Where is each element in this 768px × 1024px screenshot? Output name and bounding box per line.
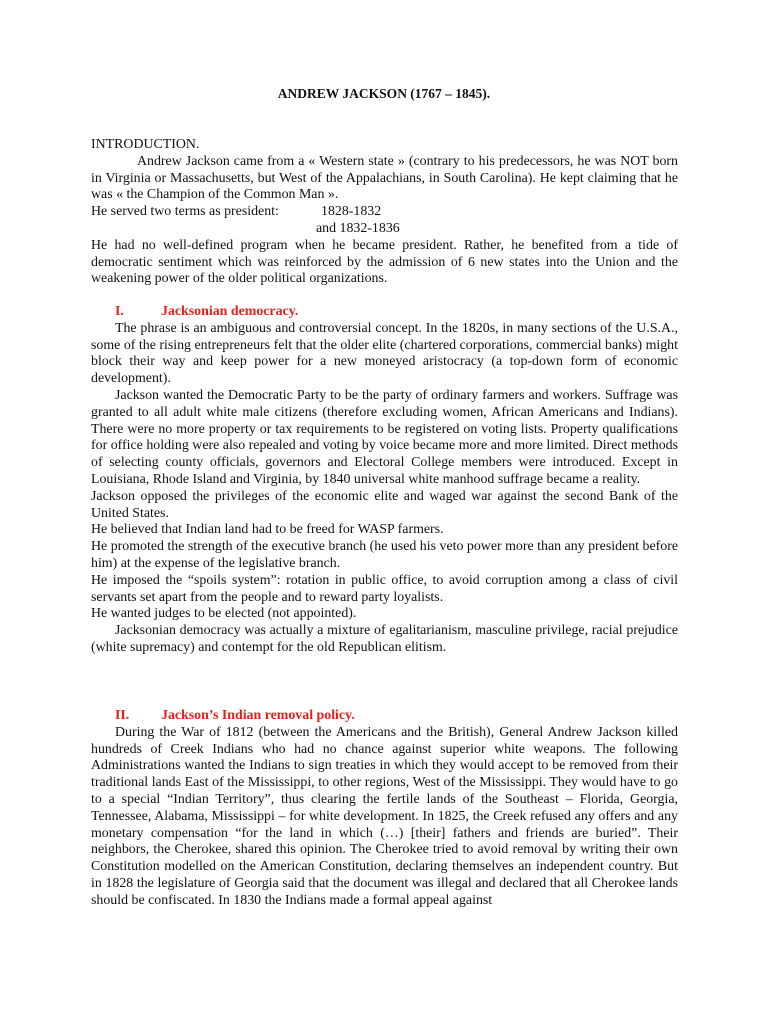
term-1: 1828-1832 [321, 204, 382, 220]
section-1-paragraph: Jackson wanted the Democratic Party to be the party of ordinary farmers and workers. Suffrage was granted to all adult white male citizens (therefore excluding women, African Americans and Indians). There were no more property or tax requirements to be registered on voting lists. Property qualifications for office holding were also repealed and voting by voice became more and more limited. Direct methods of selecting county officials, governors and Electoral College members were introduced. Except in Louisiana, Rhode Island and Virginia, by 1840 universal white manhood suffrage became a reality. [91, 387, 678, 487]
section-2 [91, 708, 678, 910]
section-1 [91, 304, 678, 657]
section-1-paragraph: The phrase is an ambiguous and controversial concept. In the 1820s, in many sections of the U.S.A., some of the rising entrepreneurs felt that the older elite (chartered corporations, commercial banks) might block their way and keep power for a new moneyed aristocracy (a top-down form of economic development). [91, 320, 678, 387]
presidential-terms-line [91, 204, 678, 221]
section-1-heading [91, 304, 678, 321]
section-1-paragraph: He imposed the “spoils system”: rotation in public office, to avoid corruption among a class of civil servants set apart from the people and to reward party loyalists. [91, 572, 678, 605]
section-1-number: I. [115, 304, 124, 319]
section-2-paragraph-1: During the War of 1812 (between the Americans and the British), General Andrew Jackson killed hundreds of Creek Indians who had no chance against superior white weapons. The following Administrations wanted the Indians to sign treaties in which they would accept to be removed from their traditional lands East of the Mississippi, to other regions, West of the Mississippi. They would have to go to a special “Indian Territory”, thus clearing the fertile lands of the Southeast – Florida, Georgia, Tennessee, Alabama, Mississippi – for white development. In 1825, the Creek refused any offers and any monetary compensation “for the land in which (…) [their] fathers and friends are buried”. Their neighbors, the Cherokee, shared this opinion. The Cherokee tried to avoid removal by writing their own Constitution modelled on the American Constitution, declaring themselves an independent country. But in 1828 the legislature of Georgia said that the document was illegal and declared that all Cherokee lands should be confiscated. In 1830 the Indians made a formal appeal against [91, 724, 678, 908]
introduction-paragraph-2: He had no well-defined program when he became president. Rather, he benefited from a tide of democratic sentiment which was reinforced by the admission of 6 new states into the Union and the weakening power of the older political organizations. [91, 237, 678, 287]
section-1-paragraph: Jacksonian democracy was actually a mixture of egalitarianism, masculine privilege, racial prejudice (white supremacy) and contempt for the old Republican elitism. [91, 623, 678, 655]
section-1-paragraph: Jackson opposed the privileges of the economic elite and waged war against the second Bank of the United States. [91, 488, 678, 521]
section-1-title: Jacksonian democracy. [161, 304, 299, 319]
presidential-terms-line-2 [91, 221, 678, 238]
introduction-section [91, 137, 678, 288]
section-2-heading [91, 708, 678, 725]
introduction-paragraph-1: Andrew Jackson came from a « Western state » (contrary to his predecessors, he was NOT born in Virginia or Massachusetts, but West of the Appalachians, in South Carolina). He kept claiming that he was « the Champion of the Common Man ». [91, 153, 678, 203]
term-2: and 1832-1836 [316, 220, 400, 236]
section-1-paragraph: He believed that Indian land had to be freed for WASP farmers. [91, 522, 444, 538]
section-2-number: II. [115, 708, 130, 723]
document-title: ANDREW JACKSON (1767 – 1845). [277, 86, 491, 101]
introduction-heading: INTRODUCTION. [91, 137, 200, 152]
section-2-title: Jackson’s Indian removal policy. [161, 708, 355, 723]
section-1-paragraph: He wanted judges to be elected (not appointed). [91, 606, 357, 622]
section-1-paragraph: He promoted the strength of the executive branch (he used his veto power more than any president before him) at the expense of the legislative branch. [91, 539, 678, 571]
terms-label: He served two terms as president: [91, 204, 279, 220]
